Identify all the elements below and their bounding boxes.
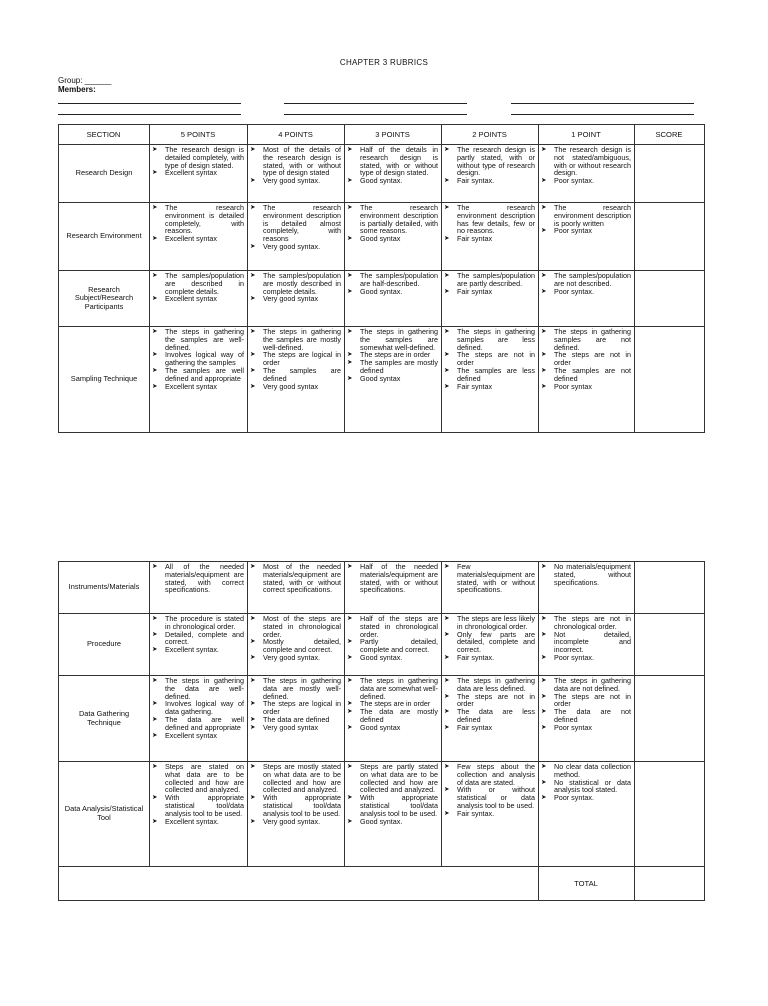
criteria-cell — [539, 145, 635, 203]
criteria-cell — [248, 676, 345, 762]
criteria-item: ➤ Fair syntax — [444, 235, 535, 243]
criteria-cell — [150, 203, 248, 271]
criteria-item: ➤ The research environment description is detailed almost completely, with reasons — [250, 204, 341, 243]
header-score: SCORE — [635, 125, 705, 145]
criteria-cell — [248, 762, 345, 867]
criteria-item: ➤ The steps are not in order — [444, 693, 535, 709]
criteria-item: ➤ Very good syntax — [250, 383, 341, 391]
criteria-item: ➤ The samples/population are described in complete details. — [152, 272, 244, 295]
member-line[interactable] — [511, 103, 694, 104]
criteria-cell — [248, 327, 345, 433]
criteria-cell — [248, 203, 345, 271]
criteria-item: ➤ Steps are partly stated on what data are to be collected and how are collected and analyzed. — [347, 763, 438, 794]
table-row — [59, 676, 705, 762]
criteria-item: ➤ Excellent syntax — [152, 732, 244, 740]
section-name: Instruments/Materials — [59, 562, 150, 614]
criteria-item: ➤ Good syntax. — [347, 818, 438, 826]
criteria-cell — [539, 676, 635, 762]
criteria-cell — [248, 271, 345, 327]
criteria-cell — [345, 562, 442, 614]
rubric-table-2 — [58, 561, 705, 901]
section-name: Sampling Technique — [59, 327, 150, 433]
criteria-cell — [150, 562, 248, 614]
criteria-item: ➤ Involves logical way of gathering the samples — [152, 351, 244, 367]
page-title: CHAPTER 3 RUBRICS — [339, 58, 429, 67]
criteria-item: ➤ Good syntax — [347, 235, 438, 243]
criteria-item: ➤ The steps in gathering data are less defined. — [444, 677, 535, 693]
criteria-item: ➤ Excellent syntax — [152, 169, 244, 177]
criteria-item: ➤ The samples are less defined — [444, 367, 535, 383]
criteria-item: ➤ Steps are stated on what data are to be collected and how are collected and analyzed. — [152, 763, 244, 794]
member-line[interactable] — [284, 114, 467, 115]
criteria-item: ➤ Involves logical way of data gathering. — [152, 700, 244, 716]
criteria-item: ➤ The steps are not in chronological order. — [541, 615, 631, 631]
criteria-item: ➤ Excellent syntax. — [152, 818, 244, 826]
criteria-item: ➤ Mostly detailed, complete and correct. — [250, 638, 341, 654]
criteria-item: ➤ All of the needed materials/equipment are stated, with correct specifications. — [152, 563, 244, 594]
criteria-cell — [345, 203, 442, 271]
table-row — [59, 762, 705, 867]
criteria-cell — [539, 762, 635, 867]
score-cell[interactable] — [635, 562, 705, 614]
member-line[interactable] — [58, 114, 241, 115]
criteria-cell — [442, 676, 539, 762]
criteria-item: ➤ Poor syntax — [541, 724, 631, 732]
criteria-item: ➤ Fair syntax — [444, 288, 535, 296]
section-name: Research Design — [59, 145, 150, 203]
criteria-cell — [150, 271, 248, 327]
criteria-cell — [248, 562, 345, 614]
table-row — [59, 614, 705, 676]
criteria-cell — [248, 145, 345, 203]
criteria-item: ➤ Poor syntax. — [541, 288, 631, 296]
criteria-item: ➤ Fair syntax — [444, 383, 535, 391]
criteria-item: ➤ The samples are defined — [250, 367, 341, 383]
criteria-cell — [345, 145, 442, 203]
criteria-item: ➤ Excellent syntax — [152, 295, 244, 303]
total-blank — [59, 867, 539, 901]
table-row — [59, 271, 705, 327]
criteria-item: ➤ With appropriate statistical tool/data analysis tool to be used. — [250, 794, 341, 817]
score-cell[interactable] — [635, 203, 705, 271]
table-row — [59, 327, 705, 433]
group-label: Group: ______ — [58, 76, 112, 85]
criteria-item: ➤ The steps in gathering data are mostly well-defined. — [250, 677, 341, 700]
criteria-item: ➤ Good syntax — [347, 724, 438, 732]
header-5-points: 5 POINTS — [150, 125, 248, 145]
member-line[interactable] — [511, 114, 694, 115]
criteria-item: ➤ Half of the needed materials/equipment are stated, with or without specifications. — [347, 563, 438, 594]
criteria-item: ➤ The research environment description is partially detailed, with some reasons. — [347, 204, 438, 235]
criteria-cell — [345, 676, 442, 762]
total-label: TOTAL — [539, 867, 635, 901]
criteria-item: ➤ The steps in gathering the data are well-defined. — [152, 677, 244, 700]
criteria-item: ➤ Very good syntax. — [250, 177, 341, 185]
criteria-item: ➤ The research design is detailed completely, with type of design stated. — [152, 146, 244, 169]
header-2-points: 2 POINTS — [442, 125, 539, 145]
criteria-cell — [442, 271, 539, 327]
group-info — [58, 76, 111, 94]
criteria-item: ➤ The steps in gathering samples are less defined. — [444, 328, 535, 351]
criteria-cell — [442, 327, 539, 433]
criteria-item: ➤ The steps are in order — [347, 351, 438, 359]
criteria-item: ➤ Very good syntax. — [250, 818, 341, 826]
criteria-cell — [539, 327, 635, 433]
criteria-cell — [442, 762, 539, 867]
score-cell[interactable] — [635, 762, 705, 867]
criteria-item: ➤ The steps in gathering the samples are somewhat well-defined. — [347, 328, 438, 351]
criteria-item: ➤ The research environment description has few details, few or no reasons. — [444, 204, 535, 235]
criteria-item: ➤ Very good syntax. — [250, 654, 341, 662]
criteria-item: ➤ Good syntax. — [347, 177, 438, 185]
members-label: Members: — [58, 85, 96, 94]
criteria-item: ➤ The steps are logical in order — [250, 351, 341, 367]
criteria-item: ➤ Most of the steps are stated in chronological order. — [250, 615, 341, 638]
score-cell[interactable] — [635, 271, 705, 327]
section-name: Research Environment — [59, 203, 150, 271]
total-score-cell[interactable] — [635, 867, 705, 901]
criteria-item: ➤ Fair syntax — [444, 724, 535, 732]
criteria-item: ➤ Partly detailed, complete and correct. — [347, 638, 438, 654]
criteria-item: ➤ Excellent syntax — [152, 235, 244, 243]
criteria-cell — [539, 203, 635, 271]
criteria-item: ➤ No clear data collection method. — [541, 763, 631, 779]
table-row — [59, 145, 705, 203]
criteria-item: ➤ The steps are not in order — [541, 693, 631, 709]
criteria-cell — [150, 676, 248, 762]
criteria-item: ➤ Excellent syntax — [152, 383, 244, 391]
criteria-item: ➤ The research design is partly stated, with or without type of research design. — [444, 146, 535, 177]
criteria-item: ➤ The samples are well defined and appropriate — [152, 367, 244, 383]
criteria-cell — [539, 271, 635, 327]
criteria-item: ➤ No materials/equipment stated, without specifications. — [541, 563, 631, 586]
criteria-item: ➤ Fair syntax. — [444, 177, 535, 185]
criteria-cell — [345, 762, 442, 867]
criteria-item: ➤ The procedure is stated in chronological order. — [152, 615, 244, 631]
section-name: Research Subject/Research Participants — [59, 271, 150, 327]
criteria-item: ➤ With appropriate statistical tool/data analysis tool to be used. — [347, 794, 438, 817]
score-cell[interactable] — [635, 676, 705, 762]
criteria-item: ➤ The data are well defined and appropriate — [152, 716, 244, 732]
criteria-item: ➤ Only few parts are detailed, complete and correct. — [444, 631, 535, 654]
criteria-item: ➤ The samples/population are not described. — [541, 272, 631, 288]
score-cell[interactable] — [635, 327, 705, 433]
score-cell[interactable] — [635, 614, 705, 676]
criteria-item: ➤ Good syntax. — [347, 654, 438, 662]
criteria-item: ➤ With appropriate statistical tool/data analysis tool to be used. — [152, 794, 244, 817]
criteria-item: ➤ The steps are logical in order — [250, 700, 341, 716]
criteria-item: ➤ Not detailed, incomplete and incorrect. — [541, 631, 631, 654]
section-name: Procedure — [59, 614, 150, 676]
criteria-item: ➤ Poor syntax. — [541, 794, 631, 802]
criteria-item: ➤ Good syntax. — [347, 288, 438, 296]
table-row — [59, 203, 705, 271]
criteria-item: ➤ With or without statistical or data analysis tool to be used. — [444, 786, 535, 809]
criteria-item: ➤ Very good syntax. — [250, 243, 341, 251]
criteria-item: ➤ The steps are less likely in chronological order. — [444, 615, 535, 631]
criteria-item: ➤ Poor syntax — [541, 227, 631, 235]
criteria-item: ➤ The samples/population are mostly described in complete details. — [250, 272, 341, 295]
criteria-cell — [150, 327, 248, 433]
total-row — [59, 867, 705, 901]
criteria-item: ➤ The research environment description is poorly written — [541, 204, 631, 227]
header-section: SECTION — [59, 125, 150, 145]
criteria-cell — [345, 271, 442, 327]
criteria-item: ➤ The steps in gathering data are somewhat well-defined. — [347, 677, 438, 700]
criteria-cell — [345, 614, 442, 676]
criteria-item: ➤ The samples are not defined — [541, 367, 631, 383]
table-header-row — [59, 125, 705, 145]
section-name: Data Gathering Technique — [59, 676, 150, 762]
criteria-item: ➤ The research design is not stated/ambiguous, with or without research design. — [541, 146, 631, 177]
criteria-item: ➤ Half of the steps are stated in chronological order. — [347, 615, 438, 638]
criteria-item: ➤ Very good syntax — [250, 724, 341, 732]
criteria-item: ➤ The steps in gathering the samples are well-defined. — [152, 328, 244, 351]
criteria-item: ➤ The steps are not in order — [444, 351, 535, 367]
criteria-cell — [442, 562, 539, 614]
criteria-item: ➤ The data are defined — [250, 716, 341, 724]
criteria-item: ➤ The steps in gathering the samples are mostly well-defined. — [250, 328, 341, 351]
header-1-point: 1 POINT — [539, 125, 635, 145]
criteria-item: ➤ The steps are in order — [347, 700, 438, 708]
criteria-item: ➤ Fair syntax. — [444, 654, 535, 662]
criteria-cell — [539, 562, 635, 614]
criteria-item: ➤ The data are less defined — [444, 708, 535, 724]
criteria-item: ➤ Poor syntax — [541, 383, 631, 391]
criteria-item: ➤ Steps are mostly stated on what data are to be collected and how are collected and analyzed. — [250, 763, 341, 794]
criteria-item: ➤ The samples/population are partly described. — [444, 272, 535, 288]
section-name: Data Analysis/Statistical Tool — [59, 762, 150, 867]
criteria-item: ➤ Good syntax — [347, 375, 438, 383]
criteria-item: ➤ The samples/population are half-described. — [347, 272, 438, 288]
criteria-item: ➤ No statistical or data analysis tool stated. — [541, 779, 631, 795]
criteria-cell — [442, 145, 539, 203]
criteria-item: ➤ Few materials/equipment are stated, with or without specifications. — [444, 563, 535, 594]
header-4-points: 4 POINTS — [248, 125, 345, 145]
criteria-item: ➤ Few steps about the collection and analysis of data are stated. — [444, 763, 535, 786]
criteria-item: ➤ The data are mostly defined — [347, 708, 438, 724]
criteria-cell — [442, 203, 539, 271]
header-3-points: 3 POINTS — [345, 125, 442, 145]
criteria-item: ➤ The research environment is detailed completely, with reasons. — [152, 204, 244, 235]
criteria-cell — [150, 762, 248, 867]
criteria-item: ➤ Poor syntax. — [541, 654, 631, 662]
criteria-cell — [442, 614, 539, 676]
criteria-item: ➤ Fair syntax. — [444, 810, 535, 818]
criteria-item: ➤ Most of the details of the research design is stated, with or without type of design stated — [250, 146, 341, 177]
criteria-cell — [345, 327, 442, 433]
table-row — [59, 562, 705, 614]
criteria-item: ➤ The samples are mostly defined — [347, 359, 438, 375]
criteria-cell — [539, 614, 635, 676]
member-line[interactable] — [58, 103, 241, 104]
criteria-item: ➤ Poor syntax. — [541, 177, 631, 185]
criteria-cell — [150, 145, 248, 203]
criteria-item: ➤ The steps in gathering samples are not defined. — [541, 328, 631, 351]
score-cell[interactable] — [635, 145, 705, 203]
criteria-item: ➤ Half of the details in research design is stated, with or without type of design stated. — [347, 146, 438, 177]
criteria-cell — [248, 614, 345, 676]
criteria-item: ➤ Very good syntax — [250, 295, 341, 303]
criteria-item: ➤ The steps are not in order — [541, 351, 631, 367]
member-line[interactable] — [284, 103, 467, 104]
criteria-item: ➤ The data are not defined — [541, 708, 631, 724]
criteria-item: ➤ The steps in gathering data are not defined. — [541, 677, 631, 693]
criteria-item: ➤ Excellent syntax. — [152, 646, 244, 654]
criteria-item: ➤ Detailed, complete and correct. — [152, 631, 244, 647]
criteria-cell — [150, 614, 248, 676]
criteria-item: ➤ Most of the needed materials/equipment are stated, with or without correct specifications. — [250, 563, 341, 594]
rubric-table-1 — [58, 124, 705, 433]
